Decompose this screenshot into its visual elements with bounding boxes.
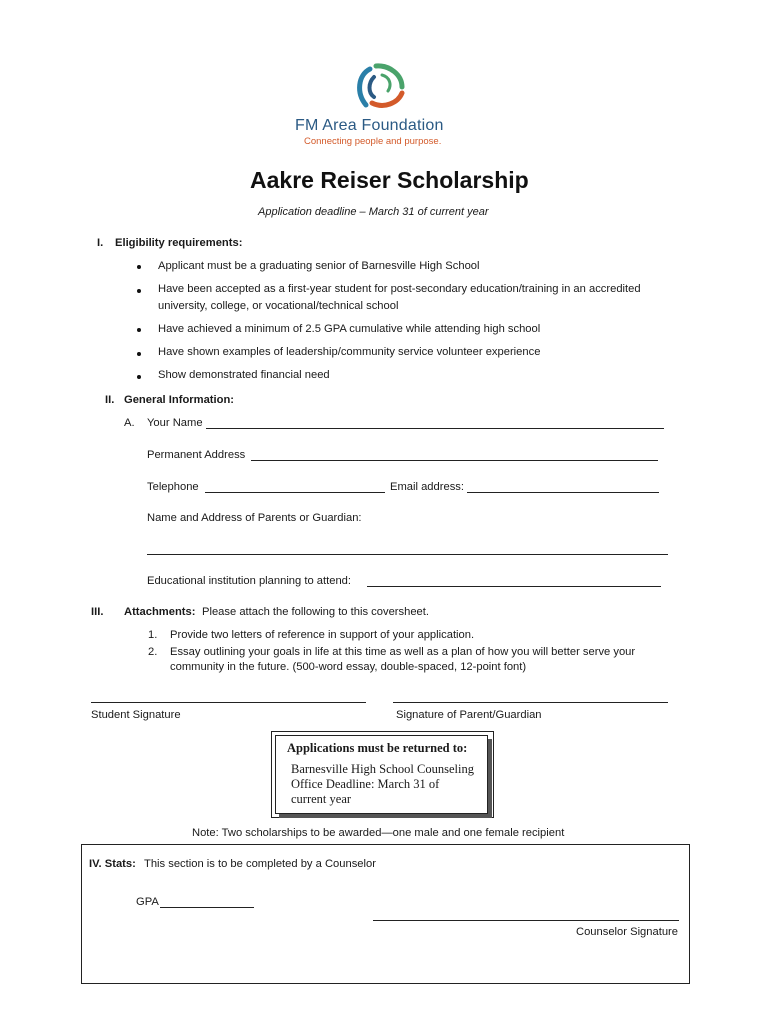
section2-numeral: II. <box>105 394 115 406</box>
eligibility-item: Have achieved a minimum of 2.5 GPA cumulative while attending high school <box>158 323 541 335</box>
counselor-signature-label: Counselor Signature <box>576 926 678 938</box>
foundation-logo-icon <box>352 63 408 111</box>
section4-heading: IV. Stats: <box>89 858 136 870</box>
return-line: current year <box>291 792 352 806</box>
eligibility-item: Show demonstrated financial need <box>158 369 330 381</box>
name-label: Your Name <box>147 417 203 429</box>
page-title: Aakre Reiser Scholarship <box>250 167 529 193</box>
return-heading: Applications must be returned to: <box>287 741 468 755</box>
attachment-item: Essay outlining your goals in life at this time as well as a plan of how you will better serve your <box>170 646 636 658</box>
bullet <box>137 289 141 293</box>
institution-label: Educational institution planning to attend: <box>147 575 352 587</box>
eligibility-item: Applicant must be a graduating senior of Barnesville High School <box>158 260 480 272</box>
address-field[interactable] <box>251 460 658 461</box>
institution-field[interactable] <box>367 586 661 587</box>
note-text: Note: Two scholarships to be awarded—one male and one female recipient <box>192 827 565 839</box>
telephone-field[interactable] <box>205 492 385 493</box>
email-label: Email address: <box>390 481 464 493</box>
section3-numeral: III. <box>91 606 104 618</box>
bullet <box>137 328 141 332</box>
brand-name: FM Area Foundation <box>295 117 444 134</box>
eligibility-item: Have been accepted as a first-year student for post-secondary education/training in an accredited <box>158 283 641 295</box>
section2-heading: General Information: <box>124 394 235 406</box>
section1-numeral: I. <box>97 237 104 249</box>
gpa-field[interactable] <box>160 907 254 908</box>
email-field[interactable] <box>467 492 659 493</box>
parents-field[interactable] <box>147 554 668 555</box>
bullet <box>137 265 141 269</box>
section3-heading: Attachments: <box>124 606 196 618</box>
eligibility-item-cont: university, college, or vocational/technical school <box>158 300 399 312</box>
brand-tagline: Connecting people and purpose. <box>304 136 442 147</box>
attachments-intro: Please attach the following to this coversheet. <box>202 606 429 618</box>
attachment-number: 1. <box>148 629 158 641</box>
parents-label: Name and Address of Parents or Guardian: <box>147 512 362 524</box>
section1-heading: Eligibility requirements: <box>115 237 243 249</box>
parent-signature-label: Signature of Parent/Guardian <box>396 709 542 721</box>
attachment-item-cont: community in the future. (500-word essay, double-spaced, 12-point font) <box>170 661 527 673</box>
student-signature-label: Student Signature <box>91 709 181 721</box>
counselor-signature-field[interactable] <box>373 920 679 921</box>
bullet <box>137 375 141 379</box>
application-deadline: Application deadline – March 31 of current year <box>258 206 489 218</box>
parent-signature-field[interactable] <box>393 702 668 703</box>
return-line: Barnesville High School Counseling <box>291 762 474 776</box>
attachment-number: 2. <box>148 646 158 658</box>
telephone-label: Telephone <box>147 481 199 493</box>
gpa-label: GPA <box>136 896 159 908</box>
bullet <box>137 352 141 356</box>
student-signature-field[interactable] <box>91 702 366 703</box>
name-field[interactable] <box>206 428 664 429</box>
attachment-item: Provide two letters of reference in support of your application. <box>170 629 475 641</box>
eligibility-item: Have shown examples of leadership/community service volunteer experience <box>158 346 541 358</box>
section4-intro: This section is to be completed by a Counselor <box>144 858 376 870</box>
subsection-letter: A. <box>124 417 135 429</box>
address-label: Permanent Address <box>147 449 246 461</box>
return-line: Office Deadline: March 31 of <box>291 777 440 791</box>
